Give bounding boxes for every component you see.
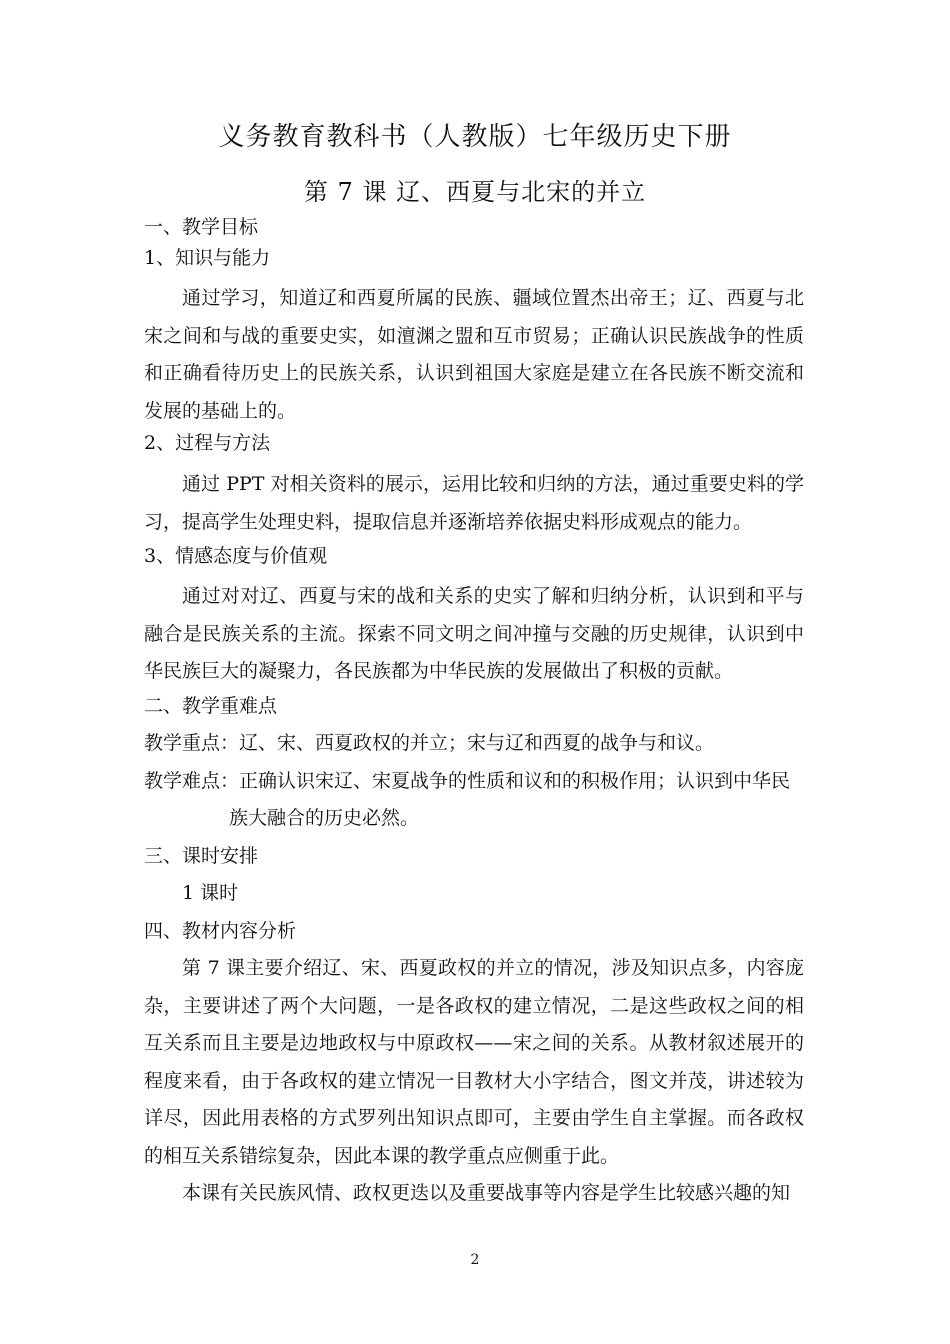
lesson-title: 第 7 课 辽、西夏与北宋的并立 (303, 178, 647, 206)
paragraph-knowledge: 通过学习，知道辽和西夏所属的民族、疆域位置杰出帝王；辽、西夏与北宋之间和与战的重要史实，如澶渊之盟和互市贸易；正确认识民族战争的性质和正确看待历史上的民族关系，认识到祖国大家庭是建立在各民族不断交流和发展的基础上的。 (144, 287, 804, 422)
difficult-point-line-1: 正确认识宋辽、宋夏战争的性质和议和的积极作用；认识到中华民 (239, 770, 791, 792)
section-heading-objectives: 一、教学目标 (144, 216, 259, 238)
section-heading-schedule: 三、课时安排 (144, 845, 259, 867)
subsection-heading-values: 3、情感态度与价值观 (144, 545, 328, 567)
paragraph-analysis-2: 本课有关民族风情、政权更迭以及重要战事等内容是学生比较感兴趣的知 (182, 1182, 791, 1204)
key-point-text: 教学重点：辽、宋、西夏政权的并立；宋与辽和西夏的战争与和议。 (144, 732, 715, 754)
paragraph-process: 通过 PPT 对相关资料的展示，运用比较和归纳的方法，通过重要史料的学习，提高学生处理史料，提取信息并逐渐培养依据史料形成观点的能力。 (144, 473, 804, 533)
difficult-point-label: 教学难点： (144, 770, 240, 792)
paragraph-values: 通过对对辽、西夏与宋的战和关系的史实了解和归纳分析，认识到和平与融合是民族关系的主流。探索不同文明之间冲撞与交融的历史规律，认识到中华民族巨大的凝聚力，各民族都为中华民族的发展做出了积极的贡献。 (144, 585, 804, 682)
page-number: 2 (470, 1252, 480, 1268)
document-title: 义务教育教科书（人教版）七年级历史下册 (218, 122, 732, 152)
schedule-text: 1 课时 (182, 882, 239, 904)
section-heading-analysis: 四、教材内容分析 (144, 920, 297, 942)
section-heading-key-points: 二、教学重难点 (144, 695, 278, 717)
paragraph-analysis-1: 第 7 课主要介绍辽、宋、西夏政权的并立的情况，涉及知识点多，内容庞杂，主要讲述了两个大问题，一是各政权的建立情况，二是这些政权之间的相互关系而且主要是边地政权与中原政权——宋之间的关系。从教材叙述展开的程度来看，由于各政权的建立情况一目教材大小字结合，图文并茂，讲述较为详尽，因此用表格的方式罗列出知识点即可，主要由学生自主掌握。而各政权的相互关系错综复杂，因此本课的教学重点应侧重于此。 (144, 957, 804, 1167)
difficult-point-line-2: 族大融合的历史必然。 (229, 807, 420, 829)
subsection-heading-knowledge: 1、知识与能力 (144, 247, 271, 269)
subsection-heading-process: 2、过程与方法 (144, 432, 271, 454)
